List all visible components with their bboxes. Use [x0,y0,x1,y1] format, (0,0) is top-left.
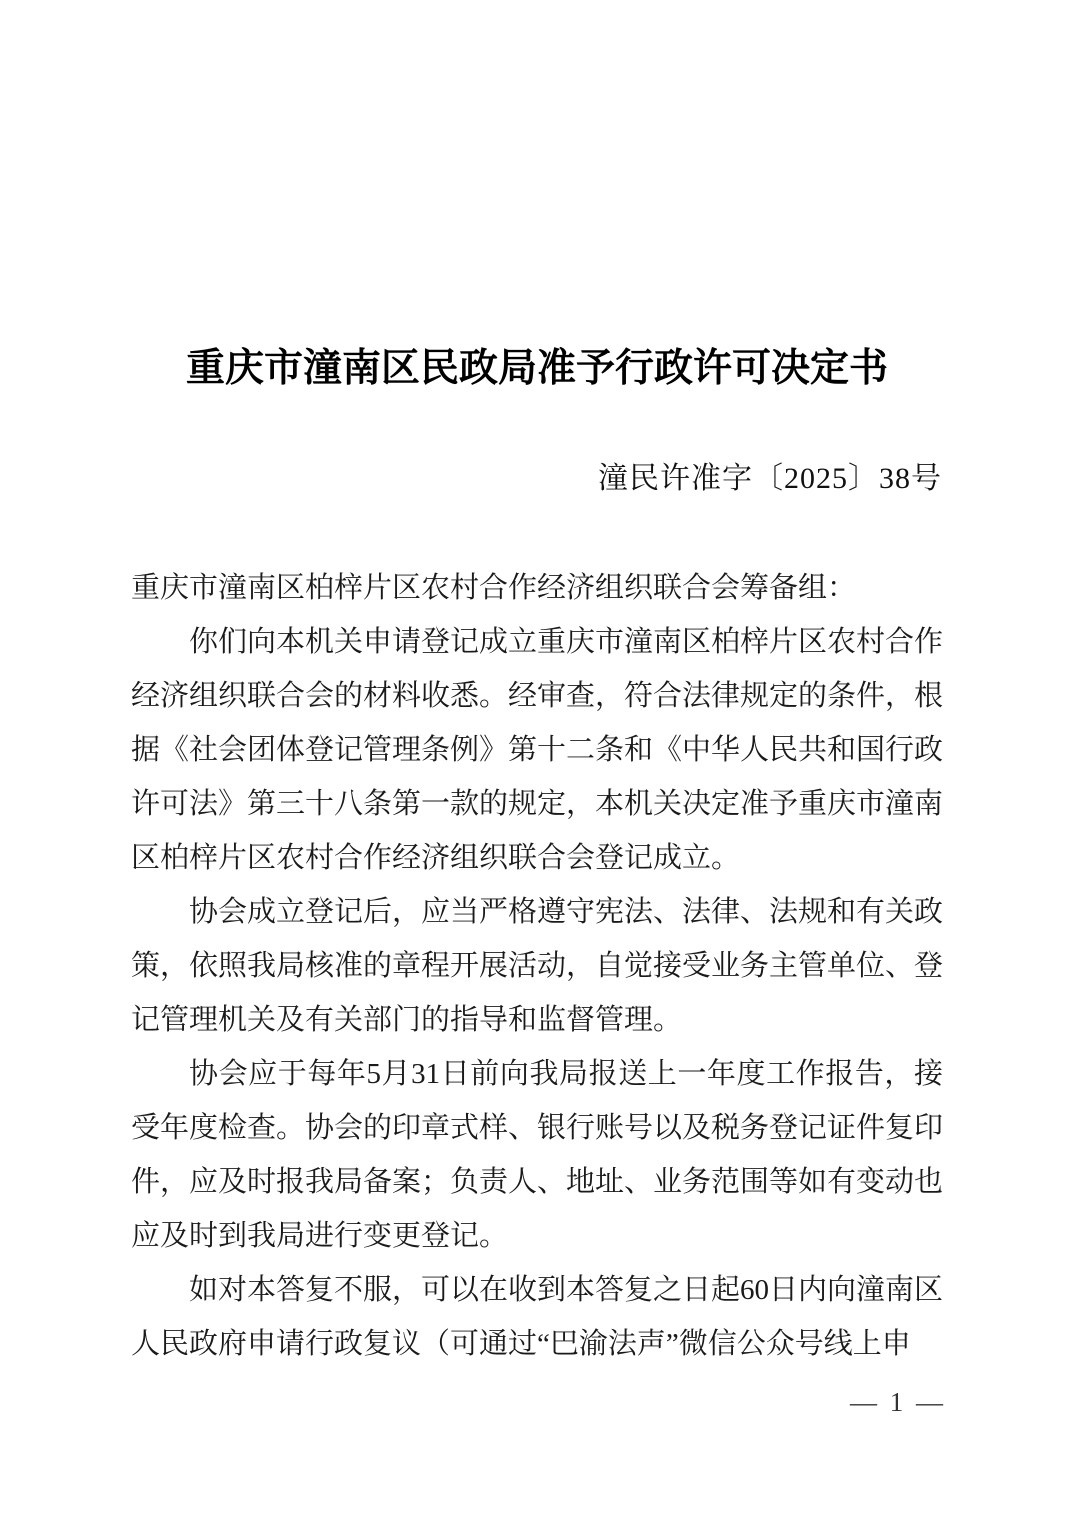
paragraph-annual-report: 协会应于每年5月31日前向我局报送上一年度工作报告，接受年度检查。协会的印章式样、银行账号以及税务登记证件复印件，应及时报我局备案；负责人、地址、业务范围等如有变动也应及时到我局进行变更登记。 [131,1058,944,1252]
paragraph-compliance: 协会成立登记后，应当严格遵守宪法、法律、法规和有关政策，依照我局核准的章程开展活动，自觉接受业务主管单位、登记管理机关及有关部门的指导和监督管理。 [131,896,944,1036]
paragraph-approval: 你们向本机关申请登记成立重庆市潼南区柏梓片区农村合作经济组织联合会的材料收悉。经审查，符合法律规定的条件，根据《社会团体登记管理条例》第十二条和《中华人民共和国行政许可法》第三十八条第一款的规定，本机关决定准予重庆市潼南区柏梓片区农村合作经济组织联合会登记成立。 [131,626,944,874]
page-number: — 1 — [850,1387,946,1417]
recipient-line: 重庆市潼南区柏梓片区农村合作经济组织联合会筹备组： [131,572,857,604]
paragraph-appeal: 如对本答复不服，可以在收到本答复之日起60日内向潼南区人民政府申请行政复议（可通过“巴渝法声”微信公众号线上申 [131,1274,944,1360]
document-title: 重庆市潼南区民政局准予行政许可决定书 [185,347,888,390]
document-body [131,561,943,1371]
document-number: 潼民许准字〔2025〕38号 [598,462,942,495]
